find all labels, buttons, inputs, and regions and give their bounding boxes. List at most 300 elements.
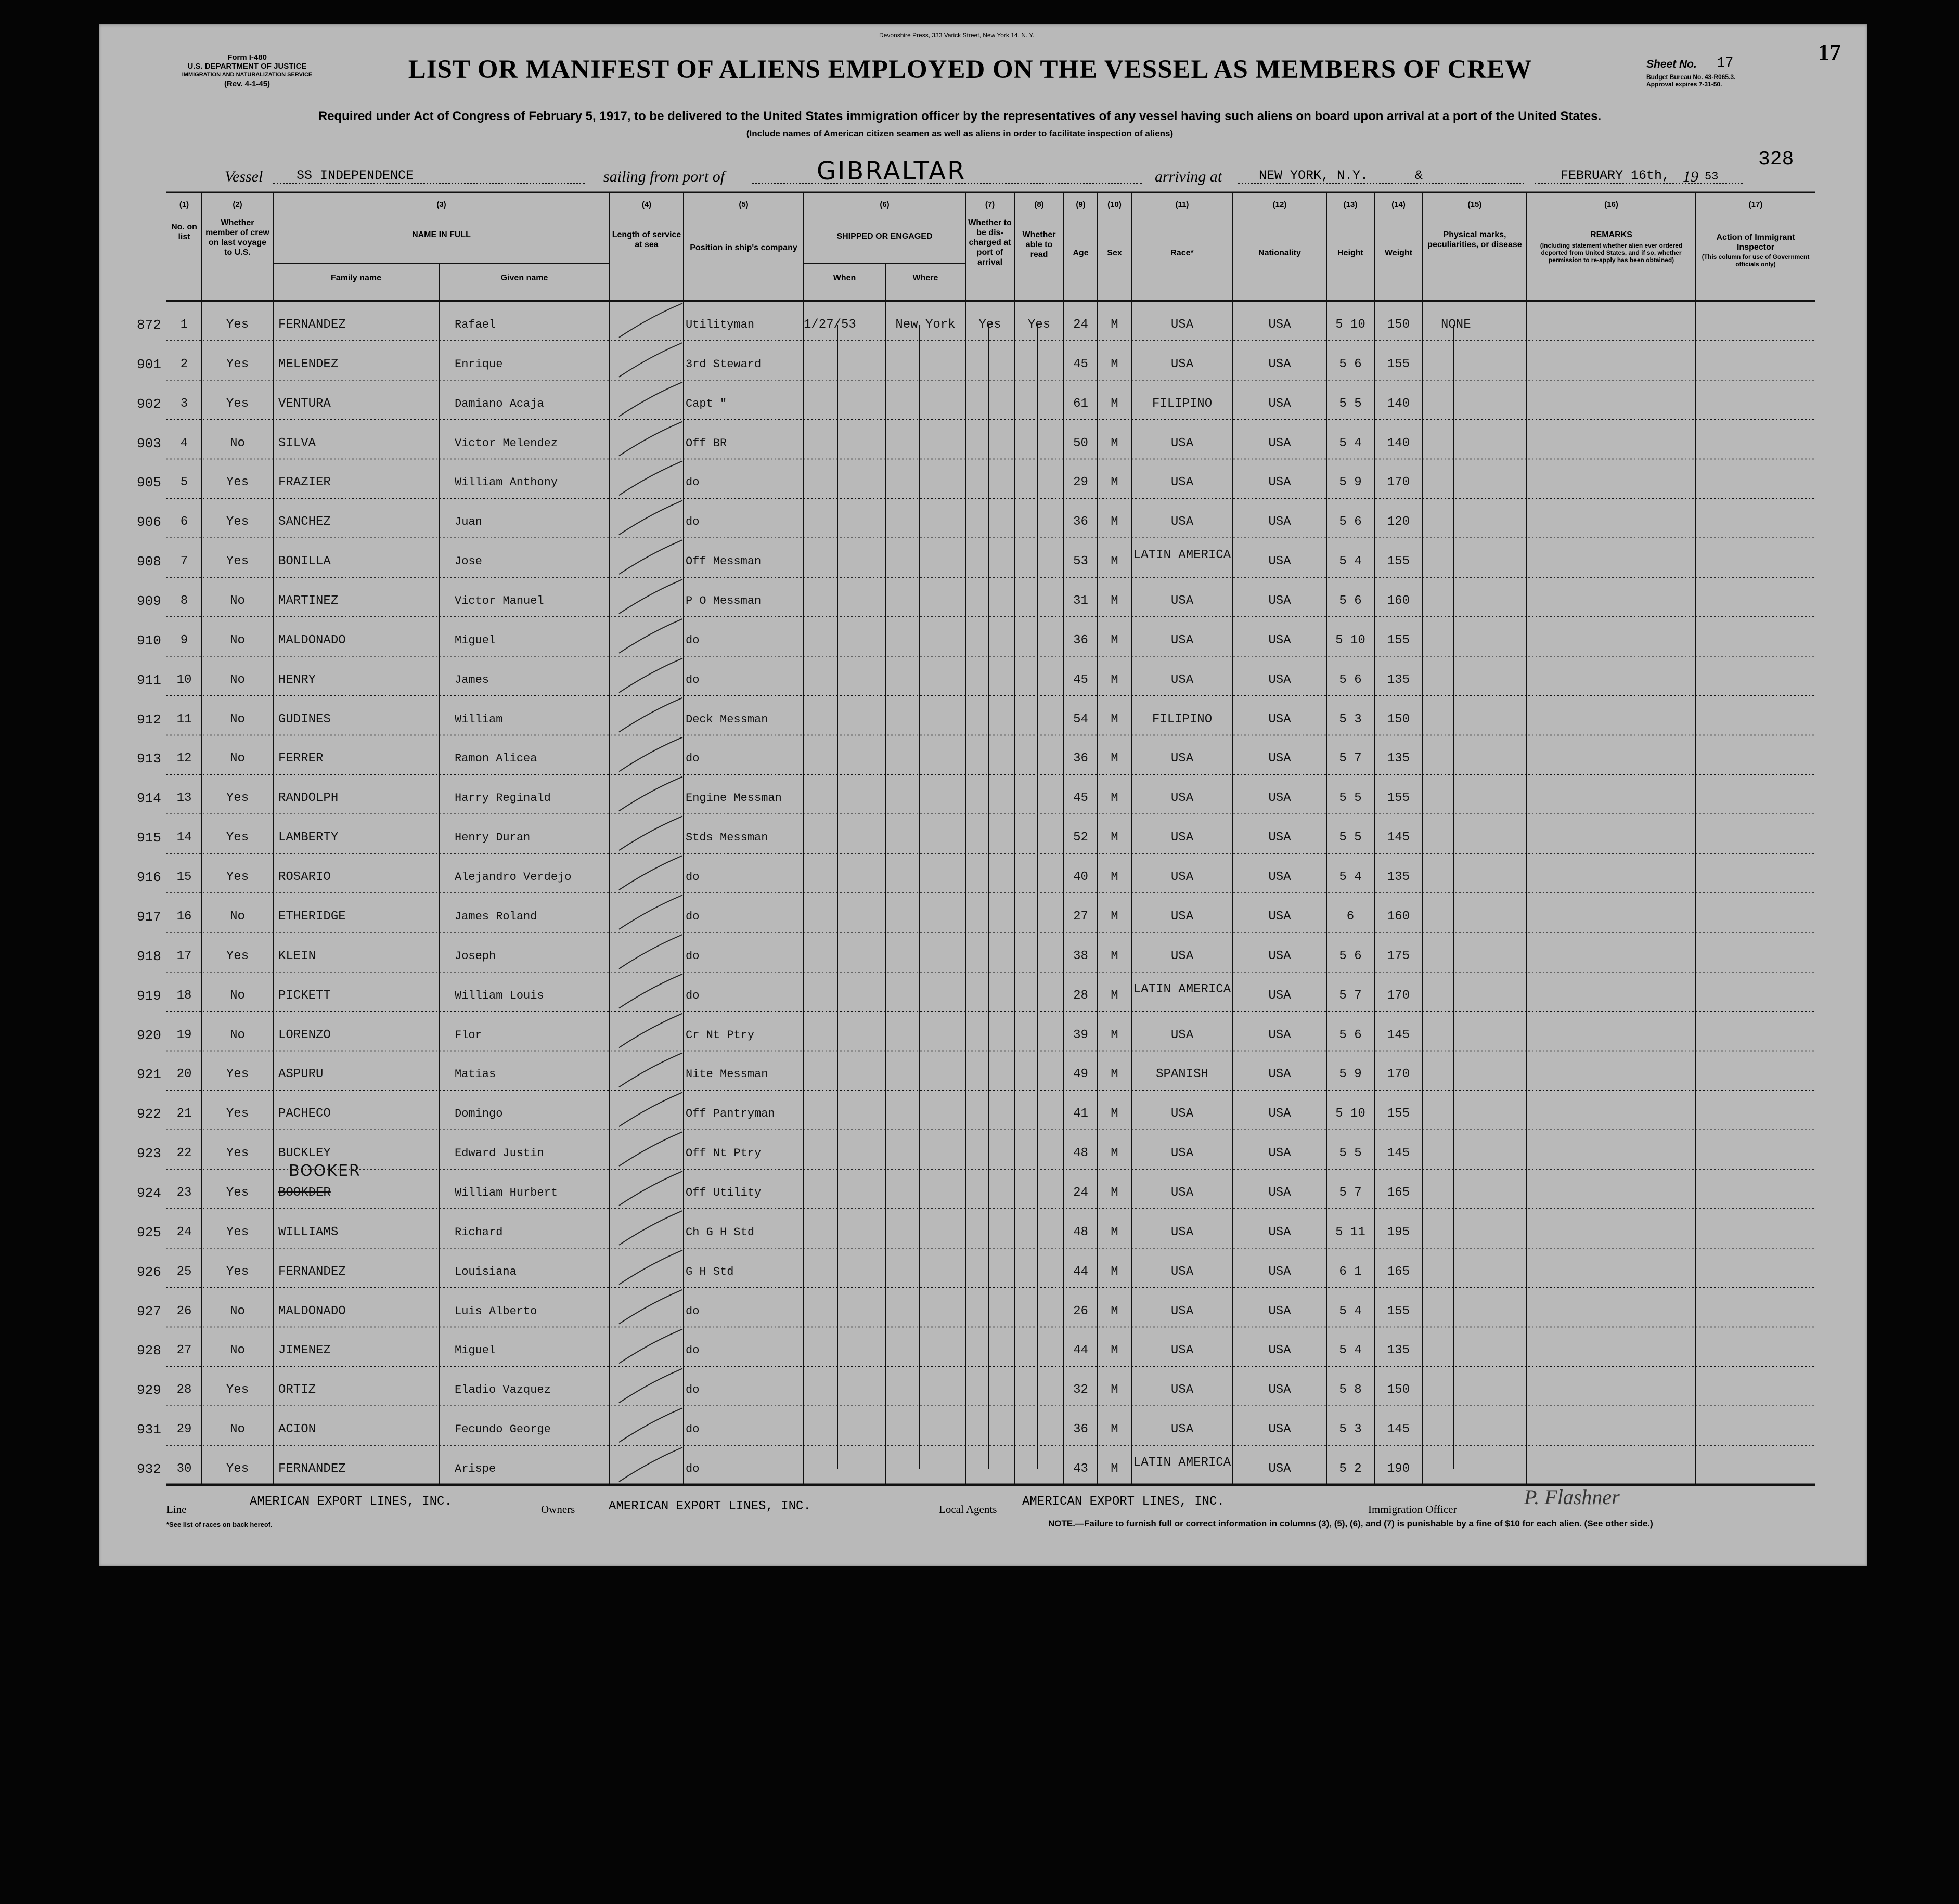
column-number: (17) [1748, 200, 1763, 209]
cell-weight: 150 [1387, 317, 1410, 332]
cell-family: VENTURA [278, 396, 331, 411]
cell-given: Miguel [455, 633, 496, 647]
column-number: (12) [1272, 200, 1287, 209]
cell-sex: M [1111, 909, 1118, 924]
cell-age: 36 [1073, 633, 1088, 647]
cell-weight: 165 [1387, 1186, 1410, 1200]
cell-no: 10 [176, 672, 192, 687]
cell-member: Yes [226, 475, 249, 490]
cell-race: USA [1170, 357, 1194, 371]
races-note: *See list of races on back hereof. [166, 1521, 273, 1529]
cell-nationality: USA [1268, 752, 1291, 766]
column-number: (2) [233, 200, 242, 209]
pencil-tick [619, 1447, 682, 1482]
cell-sex: M [1111, 672, 1118, 687]
cell-nationality: USA [1268, 633, 1291, 647]
cell-nationality: USA [1268, 594, 1291, 608]
vessel-label: Vessel [225, 168, 263, 185]
officer-signature: P. Flashner [1524, 1485, 1620, 1509]
column-header: Weight [1384, 249, 1413, 257]
cell-sex: M [1111, 1107, 1118, 1121]
cell-no: 8 [180, 594, 188, 608]
column-number: (11) [1175, 200, 1189, 209]
cell-age: 43 [1073, 1462, 1088, 1476]
column-header: When [833, 274, 856, 282]
cell-nationality: USA [1268, 949, 1291, 963]
cell-no: 28 [176, 1383, 192, 1397]
cell-member: Yes [226, 870, 249, 885]
agents-label: Local Agents [939, 1503, 997, 1516]
pencil-tick [619, 1329, 682, 1364]
cell-age: 31 [1073, 594, 1088, 608]
cell-position: Off Pantryman [686, 1107, 775, 1121]
cell-nationality: USA [1268, 1422, 1291, 1437]
cell-family: GUDINES [278, 712, 331, 727]
cell-age: 40 [1073, 870, 1088, 885]
cell-weight: 145 [1387, 831, 1410, 845]
cell-weight: 140 [1387, 436, 1410, 450]
cell-height: 5 8 [1339, 1383, 1362, 1397]
column-number: (13) [1343, 200, 1358, 209]
column-header: NAME IN FULL [412, 230, 471, 239]
pencil-tick [619, 303, 682, 338]
cell-age: 41 [1073, 1107, 1088, 1121]
cell-age: 48 [1073, 1146, 1088, 1161]
cell-sex: M [1111, 1186, 1118, 1200]
cell-no: 9 [180, 633, 188, 647]
row-reference: 905 [137, 475, 161, 491]
cell-race: USA [1170, 475, 1194, 490]
column-number: (7) [985, 200, 995, 209]
cell-age: 44 [1073, 1343, 1088, 1358]
cell-family: FRAZIER [278, 475, 331, 490]
owners-value: AMERICAN EXPORT LINES, INC. [609, 1499, 811, 1513]
arrival-year: 53 [1705, 170, 1719, 183]
fine-note: NOTE.—Failure to furnish full or correct information in columns (3), (5), (6), and (7) is punishable by a fine of $10 for each alien. (See other side.) [1048, 1519, 1653, 1529]
cell-race: USA [1170, 633, 1194, 647]
cell-race: FILIPINO [1152, 396, 1213, 411]
cell-no: 4 [180, 436, 188, 450]
form-id-line: IMMIGRATION AND NATURALIZATION SERVICE [182, 72, 313, 78]
cell-weight: 150 [1387, 1383, 1410, 1397]
cell-member: Yes [226, 1383, 249, 1397]
cell-weight: 190 [1387, 1462, 1410, 1476]
cell-nationality: USA [1268, 554, 1291, 569]
owners-label: Owners [541, 1503, 575, 1516]
cell-member: Yes [226, 357, 249, 371]
cell-weight: 175 [1387, 949, 1410, 963]
cell-given: Victor Manuel [455, 594, 544, 607]
cell-height: 5 6 [1339, 594, 1362, 608]
cell-position: do [686, 989, 700, 1002]
cell-given: Edward Justin [455, 1147, 544, 1160]
cell-given: Arispe [455, 1462, 496, 1476]
cell-race: USA [1170, 870, 1194, 885]
cell-height: 5 9 [1339, 475, 1362, 490]
cell-race: USA [1170, 1107, 1194, 1121]
cell-race: USA [1170, 831, 1194, 845]
printer-imprint: Devonshire Press, 333 Varick Street, New York 14, N. Y. [879, 32, 1035, 39]
cell-height: 5 3 [1339, 712, 1362, 727]
cell-member: No [230, 909, 245, 924]
cell-physical: NONE [1441, 317, 1471, 332]
pencil-tick [619, 1368, 682, 1403]
cell-height: 5 6 [1339, 672, 1362, 687]
cell-position: Off Messman [686, 555, 762, 568]
row-reference: 918 [137, 948, 161, 964]
cell-sex: M [1111, 436, 1118, 450]
cell-position: do [686, 949, 700, 963]
line-label: Line [166, 1503, 187, 1516]
cell-given: James Roland [455, 910, 537, 923]
pencil-tick [619, 698, 682, 732]
cell-given: William Louis [455, 989, 544, 1002]
pencil-tick [619, 1211, 682, 1245]
cell-no: 19 [176, 1028, 192, 1042]
cell-height: 5 2 [1339, 1462, 1362, 1476]
cell-no: 20 [176, 1067, 192, 1082]
cell-no: 2 [180, 357, 188, 371]
cell-given: Miguel [455, 1344, 496, 1357]
cell-age: 54 [1073, 712, 1088, 727]
cell-weight: 145 [1387, 1146, 1410, 1161]
cell-race: USA [1170, 909, 1194, 924]
cell-age: 45 [1073, 357, 1088, 371]
cell-member: Yes [226, 1186, 249, 1200]
cell-given: Damiano Acaja [455, 397, 544, 410]
line-value: AMERICAN EXPORT LINES, INC. [250, 1495, 452, 1509]
sheet-number: 17 [1717, 56, 1734, 71]
cell-position: do [686, 1383, 700, 1397]
cell-height: 5 10 [1335, 1107, 1365, 1121]
cell-race: FILIPINO [1152, 712, 1213, 727]
cell-sex: M [1111, 1067, 1118, 1082]
cell-sex: M [1111, 594, 1118, 608]
cell-race: USA [1170, 1225, 1194, 1239]
row-reference: 903 [137, 435, 161, 451]
cell-sex: M [1111, 475, 1118, 490]
column-number: (14) [1391, 200, 1406, 209]
cell-member: Yes [226, 1462, 249, 1476]
cell-position: Engine Messman [686, 792, 782, 805]
cell-family: MALDONADO [278, 633, 346, 647]
cell-given: Eladio Vazquez [455, 1383, 551, 1397]
cell-nationality: USA [1268, 1264, 1291, 1279]
cell-age: 45 [1073, 672, 1088, 687]
cell-position: Ch G H Std [686, 1225, 755, 1239]
cell-height: 5 5 [1339, 1146, 1362, 1161]
cell-age: 26 [1073, 1304, 1088, 1318]
pencil-tick [619, 579, 682, 614]
cell-family: FERNANDEZ [278, 317, 346, 332]
cell-weight: 170 [1387, 1067, 1410, 1082]
handwritten-correction: BOOKER [289, 1162, 361, 1181]
column-header: Height [1337, 249, 1363, 257]
cell-member: Yes [226, 1225, 249, 1239]
cell-position: G H Std [686, 1265, 734, 1278]
column-header: Whether to be dis-charged at port of arrival [968, 218, 1012, 267]
cell-height: 5 5 [1339, 396, 1362, 411]
pencil-tick [619, 1171, 682, 1206]
cell-height: 5 4 [1339, 870, 1362, 885]
row-reference: 925 [137, 1224, 161, 1240]
row-reference: 920 [137, 1027, 161, 1043]
cell-nationality: USA [1268, 831, 1291, 845]
reference-number: 328 [1758, 148, 1794, 171]
cell-height: 5 5 [1339, 791, 1362, 806]
cell-sex: M [1111, 870, 1118, 885]
cell-family: MARTINEZ [278, 594, 339, 608]
cell-family: SANCHEZ [278, 515, 331, 529]
cell-age: 45 [1073, 791, 1088, 806]
cell-sex: M [1111, 1146, 1118, 1161]
cell-family: MELENDEZ [278, 357, 339, 371]
cell-age: 28 [1073, 988, 1088, 1003]
cell-no: 3 [180, 396, 188, 411]
cell-weight: 155 [1387, 791, 1410, 806]
column-number: (1) [179, 200, 189, 209]
column-header: Position in ship's company [690, 243, 797, 252]
budget-line: Approval expires 7-31-50. [1646, 81, 1722, 88]
cell-sex: M [1111, 633, 1118, 647]
budget-line: Budget Bureau No. 43-R065.3. [1646, 73, 1736, 81]
cell-sex: M [1111, 317, 1118, 332]
row-reference: 929 [137, 1382, 161, 1398]
cell-when: 1/27/53 [804, 317, 856, 332]
cell-nationality: USA [1268, 909, 1291, 924]
cell-no: 21 [176, 1107, 192, 1121]
cell-weight: 160 [1387, 909, 1410, 924]
column-header: Action of Immigrant Inspector [1716, 233, 1795, 252]
cell-no: 18 [176, 988, 192, 1003]
cell-position: do [686, 1462, 700, 1476]
cell-age: 61 [1073, 396, 1088, 411]
cell-nationality: USA [1268, 1067, 1291, 1082]
cell-race: USA [1170, 1383, 1194, 1397]
cell-race: SPANISH [1156, 1067, 1208, 1082]
cell-member: No [230, 988, 245, 1003]
cell-where: New York [895, 317, 956, 332]
cell-weight: 150 [1387, 712, 1410, 727]
cell-race: USA [1170, 1186, 1194, 1200]
cell-sex: M [1111, 1462, 1118, 1476]
cell-given: Harry Reginald [455, 792, 551, 805]
cell-weight: 135 [1387, 672, 1410, 687]
cell-position: Off Nt Ptry [686, 1147, 762, 1160]
cell-member: No [230, 633, 245, 647]
cell-no: 13 [176, 791, 192, 806]
cell-no: 15 [176, 870, 192, 885]
vessel-name: SS INDEPENDENCE [297, 168, 414, 183]
cell-race: USA [1170, 1343, 1194, 1358]
pencil-tick [619, 1014, 682, 1048]
cell-position: P O Messman [686, 594, 762, 607]
cell-weight: 145 [1387, 1028, 1410, 1042]
cell-sex: M [1111, 554, 1118, 569]
pencil-tick [619, 1250, 682, 1285]
cell-family: SILVA [278, 436, 316, 450]
column-number: (3) [436, 200, 446, 209]
cell-race: USA [1170, 949, 1194, 963]
cell-given: Joseph [455, 949, 496, 963]
form-id-line: (Rev. 4-1-45) [224, 80, 270, 88]
cell-race: USA [1170, 515, 1194, 529]
cell-family: MALDONADO [278, 1304, 346, 1318]
page-number: 17 [1818, 40, 1841, 65]
cell-age: 24 [1073, 317, 1088, 332]
cell-family: BONILLA [278, 554, 331, 569]
row-reference: 909 [137, 593, 161, 609]
pencil-tick [619, 856, 682, 890]
column-header: Whether member of crew on last voyage to U.S. [205, 218, 269, 257]
ampersand: & [1415, 168, 1423, 183]
arrival-port: NEW YORK, N.Y. [1259, 168, 1369, 183]
cell-member: No [230, 712, 245, 727]
cell-family: LORENZO [278, 1028, 331, 1042]
cell-no: 29 [176, 1422, 192, 1437]
cell-age: 44 [1073, 1264, 1088, 1279]
cell-height: 6 1 [1339, 1264, 1362, 1279]
pencil-tick [619, 895, 682, 929]
cell-sex: M [1111, 1225, 1118, 1239]
row-reference: 923 [137, 1146, 161, 1162]
cell-position: Capt " [686, 397, 727, 410]
cell-given: Alejandro Verdejo [455, 871, 572, 884]
row-reference: 924 [137, 1185, 161, 1201]
cell-age: 24 [1073, 1186, 1088, 1200]
cell-height: 5 10 [1335, 633, 1365, 647]
cell-nationality: USA [1268, 1304, 1291, 1318]
cell-no: 30 [176, 1462, 192, 1476]
cell-nationality: USA [1268, 791, 1291, 806]
pencil-tick [619, 1092, 682, 1126]
cell-height: 5 6 [1339, 357, 1362, 371]
statute-text: Required under Act of Congress of February 5, 1917, to be delivered to the United States immigration officer by the representatives of any vessel having such aliens on board upon arrival at a port of the United States. [318, 109, 1602, 123]
column-header: Given name [500, 274, 548, 282]
cell-member: Yes [226, 949, 249, 963]
column-header: Whether able to read [1022, 230, 1056, 259]
cell-member: Yes [226, 831, 249, 845]
pencil-tick [619, 1053, 682, 1087]
cell-no: 11 [176, 712, 192, 727]
cell-no: 17 [176, 949, 192, 963]
row-reference: 916 [137, 870, 161, 886]
cell-position: do [686, 1423, 700, 1436]
column-header: REMARKS [1590, 230, 1632, 239]
cell-family: PICKETT [278, 988, 331, 1003]
cell-nationality: USA [1268, 712, 1291, 727]
agents-value: AMERICAN EXPORT LINES, INC. [1022, 1495, 1225, 1509]
cell-sex: M [1111, 752, 1118, 766]
column-header: SHIPPED OR ENGAGED [836, 232, 933, 241]
cell-sex: M [1111, 1304, 1118, 1318]
row-reference: 922 [137, 1106, 161, 1122]
cell-age: 53 [1073, 554, 1088, 569]
pencil-tick [619, 1290, 682, 1324]
cell-family: WILLIAMS [278, 1225, 339, 1239]
cell-sex: M [1111, 357, 1118, 371]
cell-height: 5 4 [1339, 436, 1362, 450]
cell-nationality: USA [1268, 1462, 1291, 1476]
column-header: Race* [1170, 249, 1194, 257]
cell-no: 16 [176, 909, 192, 924]
cell-member: No [230, 672, 245, 687]
cell-age: 27 [1073, 909, 1088, 924]
pencil-tick [619, 1132, 682, 1166]
cell-given: Louisiana [455, 1265, 517, 1278]
cell-position: do [686, 871, 700, 884]
cell-member: No [230, 1304, 245, 1318]
cell-weight: 145 [1387, 1422, 1410, 1437]
cell-weight: 160 [1387, 594, 1410, 608]
row-reference: 914 [137, 791, 161, 807]
cell-weight: 155 [1387, 1304, 1410, 1318]
cell-sex: M [1111, 831, 1118, 845]
cell-family: PACHECO [278, 1107, 331, 1121]
column-number: (8) [1034, 200, 1044, 209]
cell-position: Cr Nt Ptry [686, 1028, 755, 1042]
column-header: Family name [331, 274, 381, 282]
cell-age: 29 [1073, 475, 1088, 490]
pencil-tick [619, 619, 682, 653]
cell-discharged: Yes [978, 317, 1001, 332]
cell-age: 49 [1073, 1067, 1088, 1082]
cell-height: 5 6 [1339, 1028, 1362, 1042]
cell-member: Yes [226, 396, 249, 411]
cell-family: BOOKDER [278, 1186, 331, 1200]
row-reference: 872 [137, 317, 161, 333]
cell-nationality: USA [1268, 396, 1291, 411]
cell-family: JIMENEZ [278, 1343, 331, 1358]
cell-given: Juan [455, 515, 482, 529]
pencil-tick [619, 382, 682, 417]
cell-family: ROSARIO [278, 870, 331, 885]
pencil-tick [619, 737, 682, 772]
row-reference: 932 [137, 1461, 161, 1478]
row-reference: 913 [137, 751, 161, 767]
cell-age: 38 [1073, 949, 1088, 963]
column-number: (10) [1107, 200, 1122, 209]
cell-family: ACION [278, 1422, 316, 1437]
cell-sex: M [1111, 396, 1118, 411]
column-number: (5) [739, 200, 749, 209]
column-header: Sex [1107, 249, 1122, 257]
cell-race: USA [1170, 594, 1194, 608]
cell-member: No [230, 752, 245, 766]
cell-member: Yes [226, 1264, 249, 1279]
cell-given: Matias [455, 1068, 496, 1081]
cell-age: 52 [1073, 831, 1088, 845]
column-header: (Including statement whether alien ever ordered deported from United States, and if so, whether permission to re-apply has been obtained) [1540, 242, 1683, 264]
cell-nationality: USA [1268, 1225, 1291, 1239]
cell-family: LAMBERTY [278, 831, 339, 845]
pencil-tick [619, 343, 682, 377]
cell-no: 14 [176, 831, 192, 845]
cell-race: USA [1170, 1422, 1194, 1437]
cell-no: 23 [176, 1186, 192, 1200]
cell-member: Yes [226, 1107, 249, 1121]
row-reference: 911 [137, 672, 161, 688]
cell-given: William Hurbert [455, 1186, 558, 1199]
cell-nationality: USA [1268, 672, 1291, 687]
cell-weight: 170 [1387, 475, 1410, 490]
cell-nationality: USA [1268, 436, 1291, 450]
cell-no: 25 [176, 1264, 192, 1279]
cell-height: 5 11 [1335, 1225, 1365, 1239]
cell-nationality: USA [1268, 317, 1291, 332]
form-id-line: U.S. DEPARTMENT OF JUSTICE [187, 62, 307, 71]
cell-height: 6 [1346, 909, 1355, 924]
